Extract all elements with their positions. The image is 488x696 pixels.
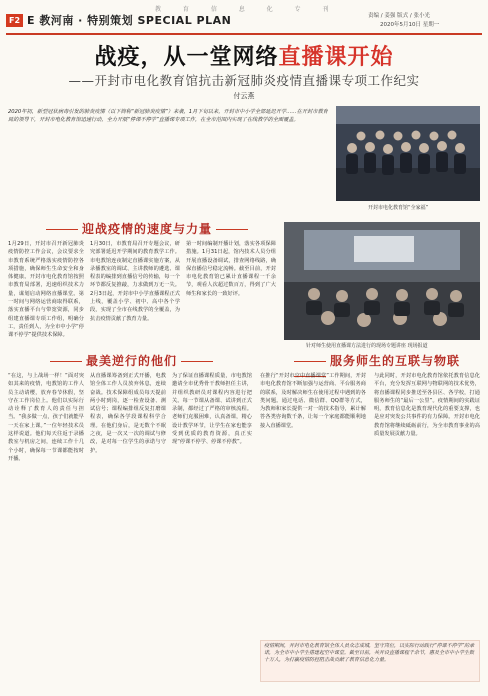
section-heading-text: 最美逆行的他们 <box>86 354 178 368</box>
body-column: 在推行“开封市空中直播课堂”工作期间，开封市电化教育馆不断加强与运营商、平台服务商的联系，及时解决师生在使用过程中遇到的各类问题。通过电话、微信群、QQ群等方式，为教师和家长提供一对一的技术指导，累计解答各类咨询数千条，让每一个家庭都能顺利地接入直播课堂。 <box>260 373 366 429</box>
heading-rule-left <box>294 361 326 362</box>
photo-caption: 针对师生使用直播课方法进行的现场专题讲座 现场报道 <box>306 343 428 349</box>
heading-rule-right <box>181 361 213 362</box>
heading-rule-left <box>46 229 78 230</box>
body-column: 第一时间编制开播计划，落实各项保障措施。1月31日起，馆内技术人员分组开展直播设备调试，排查网络线路，确保直播信号稳定流畅。截至目前，开封市电化教育馆已累计直播课程一千余节，观看人次超过数百万，得到了广大师生和家长的一致好评。 <box>186 241 276 297</box>
header-rule <box>6 33 482 35</box>
subheadline: ——开封市电化教育馆抗击新冠肺炎疫情直播课专项工作纪实 <box>68 73 420 88</box>
section-heading <box>46 352 217 369</box>
body-column: 与此同时，开封市电化教育馆依托教育信息化平台，充分发挥互联网与物联网的技术优势，将直播课程同步推送至各县区、各学校，打通服务师生的“最后一公里”。疫情期间的实践证明，教育信息化是教育现代化的重要支撑，也是应对突发公共事件的有力保障。开封市电化教育馆将继续砥砺前行，为全市教育事业的高质量发展贡献力量。 <box>374 373 480 438</box>
headline <box>0 40 488 71</box>
lead-paragraph: 2020年初，新型冠状病毒引发的肺炎疫情（以下简称“新冠肺炎疫情”）来袭，1月下旬以来，开封市中小学全部延迟开学……在开封市教育局的领导下，开封市电化教育馆迅速行动，全力开展“停课不停学”直播课专项工作，在全市范围内实现了在线教学的全面覆盖。 <box>8 109 328 124</box>
page-ornament: 教 育 信 息 化 专 刊 <box>155 6 339 13</box>
section-heading <box>42 220 252 237</box>
issue-date: 2020年5月10日 星期一 <box>380 22 440 28</box>
body-column: 1月29日，开封市召开新冠肺炎疫情防控工作会议，会议要求全市教育系统严格落实疫情防控各项措施，确保师生生命安全和身体健康。开封市电化教育馆按照市教育局部署，迅速组织技术力量，谋划启动网络直播课堂。第一时间与网络运营商取得联系，落实直播平台与带宽资源，同步组建直播课专项工作组，明确分工，责任到人，为全市中小学“停课不停学”提供技术保障。 <box>8 241 84 339</box>
headline-highlight: 直播课开始 <box>278 45 394 70</box>
section-name: E 教河南 · 特别策划 SPECIAL PLAN <box>27 14 232 27</box>
staff-group-photo <box>336 106 480 201</box>
section-heading-text: 迎战疫情的速度与力量 <box>82 222 213 236</box>
heading-rule-right <box>216 229 248 230</box>
byline: 付云燕 <box>233 92 255 100</box>
lecture-photo <box>284 222 480 340</box>
heading-rule-left <box>50 361 82 362</box>
section-badge: F2 <box>6 14 23 27</box>
editor-note-box: 疫情期间，开封市电化教育馆全体人员众志成城，坚守岗位，以实际行动践行“停课不停学”的承诺，为全市中小学生搭建起空中课堂。截至目前，共开设直播课程千余节，惠及全市中小学生数十万人，为打赢疫情防控阻击战贡献了教育信息化力量。 <box>260 640 480 682</box>
body-column: “在这，与上战场一样！”面对突如其来的疫情，电教馆的工作人员主动请缨，放弃春节休假，坚守在工作岗位上。他们以实际行动诠释了教育人的责任与担当。“我多做一点，孩子们就能早一天在家上课。”一位年轻技术员这样说道。他们每天往返于录播教室与机房之间，连续工作十几个小时，确保每一节课都能按时开播。 <box>8 373 84 462</box>
body-column: 1月30日，市教育局召开专题会议，研究部署延迟开学期间的教育教学工作。市电教馆连夜制定直播课实施方案，从录播教室的调试、主讲教师的遴选、课程表的编排到直播信号的传输，每一个环节都反复推敲，力求做到万无一失。2月3日起，开封市中小学直播课程正式上线，覆盖小学、初中、高中各个学段，实现了全市在线教学的全覆盖，为抗击疫情贡献了教育力量。 <box>90 241 180 322</box>
section-heading-text: 服务师生的互联与物联 <box>330 354 461 368</box>
body-column: 为了保证直播课程质量，市电教馆邀请全市优秀骨干教师担任主讲，并组织教研员对课程内容进行把关。每一节课从备课、试讲到正式录制，都经过了严格的审核流程。老师们克服困难，认真备课，精心设计教学环节，让学生在家也能享受到优质的教育资源，真正实现“停课不停学、停课不停教”。 <box>172 373 252 446</box>
headline-prefix: 战疫，从一堂网络 <box>94 45 279 70</box>
body-column: 从直播课筹备到正式开播，电教馆全体工作人员放弃休息，连续奋战。技术保障组成员每天提前两小时到岗，逐一检查设备、测试信号；课程编排组反复打磨课程表，确保各学段课程科学合理。在他们身后，是无数个不眠之夜，是一次又一次的调试与修改，是对每一位学生的承诺与守护。 <box>90 373 166 454</box>
editor-credits: 责编 / 姜强 版式 / 张小光 <box>368 13 430 19</box>
photo-caption: 开封市电化教育馆“全家福” <box>368 205 429 211</box>
